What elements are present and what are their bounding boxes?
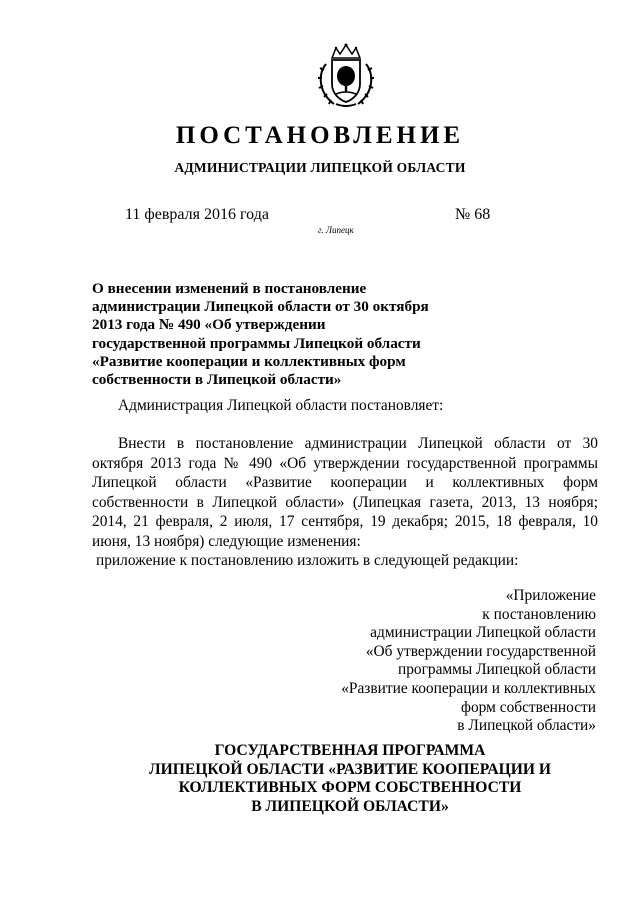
program-title <box>80 742 620 816</box>
appendix-line: форм собственности <box>461 698 596 716</box>
appendix-line: «Об утверждении государственной <box>365 642 596 660</box>
document-city: г. Липецк <box>318 225 354 235</box>
heading-line: администрации Липецкой области от 30 октября <box>92 298 429 316</box>
heading-line: «Развитие кооперации и коллективных форм <box>92 352 406 370</box>
document-heading <box>92 280 452 389</box>
appendix-line: администрации Липецкой области <box>370 624 596 642</box>
heading-line: государственной программы Липецкой области <box>92 334 421 352</box>
body-paragraph: Внести в постановление администрации Липецкой области от 30 октября 2013 года № 490 «Об утверждении государственной программы Липецкой области «Развитие кооперации и коллективных форм собственности в Липецкой области» (Липецкая газета, 2013, 13 ноября; 2014, 21 февраля, 2 июля, 17 сентября, 19 декабря; 2015, 18 февраля, 10 июня, 13 ноября) следующие изменения: <box>92 435 598 550</box>
appendix-line: в Липецкой области» <box>457 717 596 735</box>
document-number: № 68 <box>455 206 491 223</box>
preamble: Администрация Липецкой области постановляет: <box>118 397 444 414</box>
instruction: приложение к постановлению изложить в следующей редакции: <box>96 552 519 569</box>
document-subtitle: АДМИНИСТРАЦИИ ЛИПЕЦКОЙ ОБЛАСТИ <box>174 160 466 175</box>
program-title-line: КОЛЛЕКТИВНЫХ ФОРМ СОБСТВЕННОСТИ <box>178 779 522 797</box>
document-title: ПОСТАНОВЛЕНИЕ <box>175 122 465 149</box>
coat-of-arms-icon <box>312 42 380 110</box>
appendix-line: «Развитие кооперации и коллективных <box>341 679 596 697</box>
heading-line: 2013 года № 490 «Об утверждении <box>92 316 326 334</box>
appendix-line: «Приложение <box>505 587 596 604</box>
appendix-line: программы Липецкой области <box>397 661 596 679</box>
program-title-line: ЛИПЕЦКОЙ ОБЛАСТИ «РАЗВИТИЕ КООПЕРАЦИИ И <box>148 760 552 778</box>
appendix-reference <box>341 587 596 736</box>
appendix-line: к постановлению <box>482 605 596 623</box>
program-title-line: ГОСУДАРСТВЕННАЯ ПРОГРАММА <box>214 742 486 759</box>
program-title-line: В ЛИПЕЦКОЙ ОБЛАСТИ» <box>251 797 449 815</box>
heading-line: собственности в Липецкой области» <box>92 371 342 389</box>
document-date: 11 февраля 2016 года <box>125 206 269 223</box>
heading-line: О внесении изменений в постановление <box>92 280 367 297</box>
